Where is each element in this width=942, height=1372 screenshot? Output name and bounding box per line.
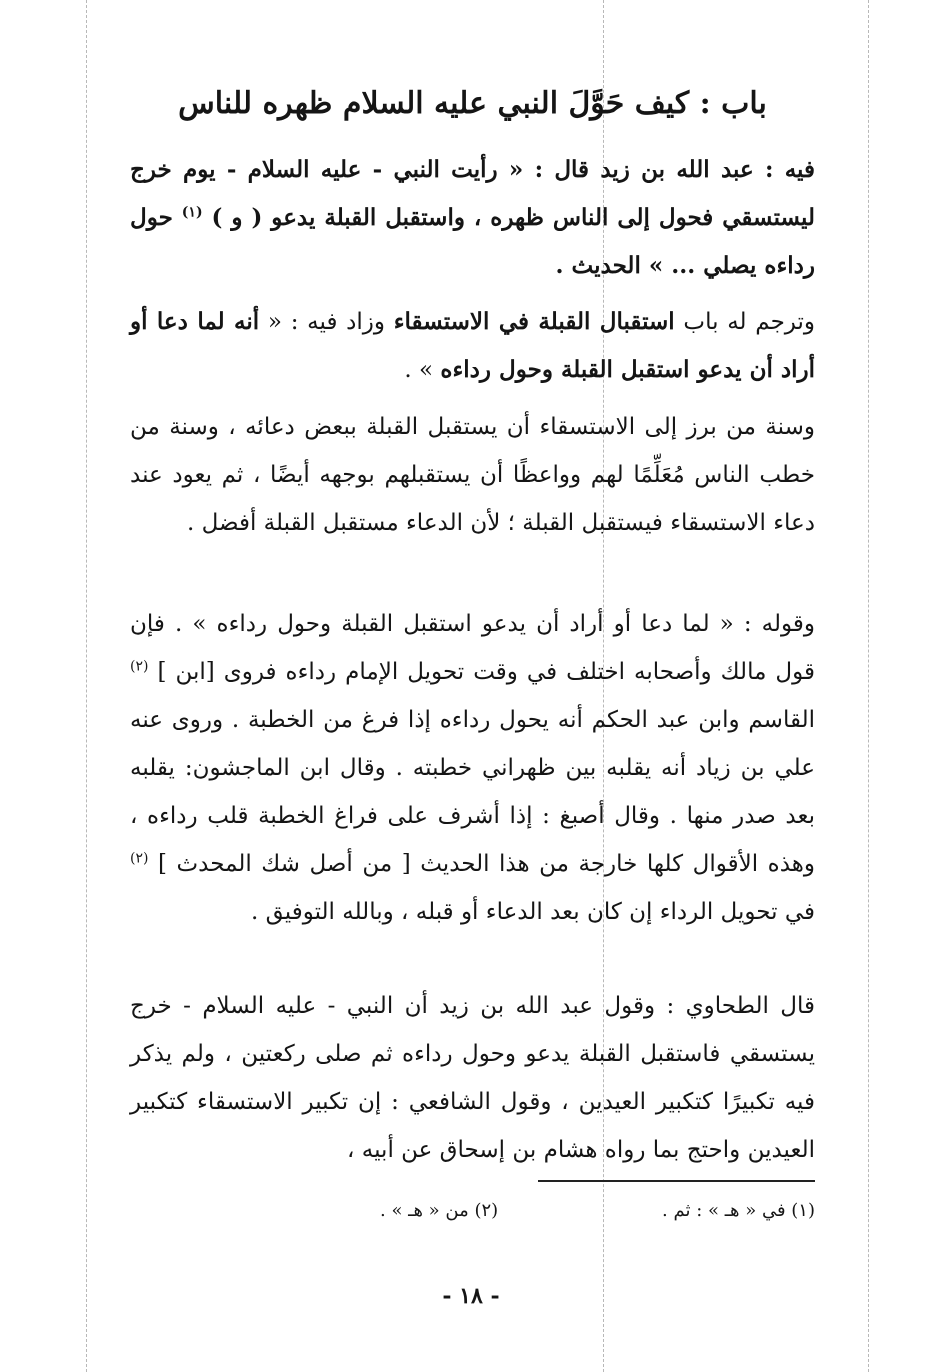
footnote-1: (١) في « هـ » : ثم . (662, 1200, 815, 1221)
quoted-addition: أنه لما دعا أو أراد أن يدعو استقبل القبلة وحول رداءه (130, 308, 815, 383)
paragraph-mid: وزاد فيه : « (259, 309, 394, 335)
chapter-reference: استقبال القبلة في الاستسقاء (393, 308, 675, 335)
footnote-ref: (١) (181, 204, 203, 221)
footnote-ref: (٢) (130, 658, 149, 675)
paragraph-tail: » . (404, 357, 441, 383)
commentary-paragraph (130, 600, 815, 936)
commentary-text: القاسم وابن عبد الحكم أنه يحول رداءه إذا فرغ من الخطبة . وروى عنه علي بن زياد أنه يقلبه بين ظهراني خطبته . وقال ابن الماجشون: يقلبه بعد صدر منها . وقال أصبغ : إذا أشرف على فراغ الخطبة قلب رداءه ، وهذه الأقوال كلها خارجة من هذا الحديث [ من أصل شك المحدث ] (130, 707, 815, 877)
translation-paragraph (130, 298, 815, 394)
footnote-2: (٢) من « هـ » . (380, 1200, 499, 1221)
hadith-paragraph (130, 146, 815, 290)
paragraph-lead: وترجم له باب (674, 309, 815, 335)
page-number: - ١٨ - (442, 1283, 500, 1309)
hadith-text-end: حول رداءه يصلي ... » الحديث . (130, 204, 815, 279)
chapter-title: باب : كيف حَوَّلَ النبي عليه السلام ظهره للناس (178, 86, 767, 121)
scan-guide-line (86, 0, 87, 1372)
footnotes (380, 1196, 815, 1226)
commentary-text: في تحويل الرداء إن كان بعد الدعاء أو قبله ، وبالله التوفيق . (250, 899, 815, 925)
scan-guide-line (868, 0, 869, 1372)
commentary-paragraph: قال الطحاوي : وقول عبد الله بن زيد أن النبي - عليه السلام - خرج يستسقي فاستقبل القبلة يدعو وحول رداءه ثم صلى ركعتين ، ولم يذكر فيه تكبيرًا كتكبير العيدين ، وقول الشافعي : إن تكبير الاستسقاء كتكبير العيدين واحتج بما رواه هشام بن إسحاق عن أبيه ، (130, 993, 815, 1163)
footnote-ref: (٢) (130, 850, 149, 867)
commentary-text: وقوله : « لما دعا أو أراد أن يدعو استقبل القبلة وحول رداءه » . فإن قول مالك وأصحابه اختلف في وقت تحويل الإمام رداءه فروى [ابن ] (130, 611, 815, 685)
commentary-paragraph: وسنة من برز إلى الاستسقاء أن يستقبل القبلة ببعض دعائه ، وسنة من خطب الناس مُعَلِّمًا لهم وواعظًا أن يستقبلهم بوجهه أيضًا ، ثم يعود عند دعاء الاستسقاء فيستقبل القبلة ؛ لأن الدعاء مستقبل القبلة أفضل . (130, 414, 815, 536)
footnote-divider (538, 1180, 815, 1182)
hadith-text: فيه : عبد الله بن زيد قال : « رأيت النبي - عليه السلام - يوم خرج ليستسقي فحول إلى الناس ظهره ، واستقبل القبلة يدعو ( و ) (130, 156, 815, 231)
